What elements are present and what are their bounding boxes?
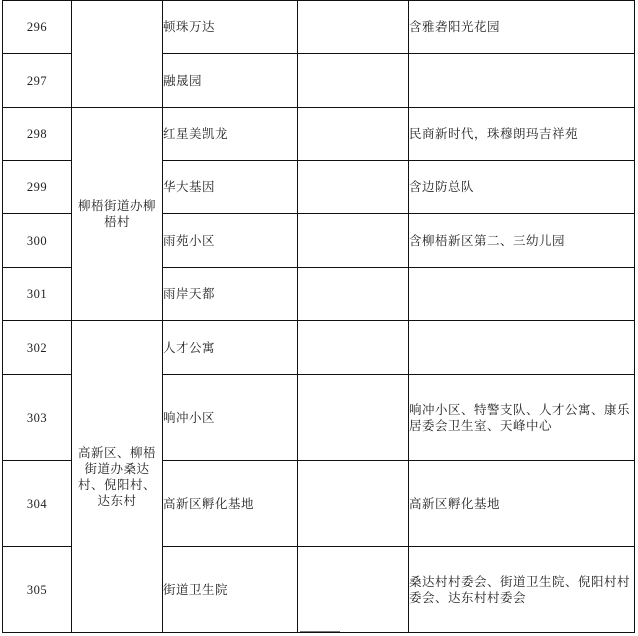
area-cell: 高新区、柳梧街道办桑达村、倪阳村、达东村	[72, 321, 163, 633]
data-table	[2, 0, 635, 633]
site-note	[409, 268, 635, 321]
site-note: 高新区孵化基地	[409, 461, 635, 547]
empty-cell	[298, 321, 409, 375]
site-name: 人才公寓	[163, 321, 298, 375]
page-edge-mark	[300, 631, 340, 635]
area-cell: 柳梧街道办柳梧村	[72, 108, 163, 321]
empty-cell	[298, 161, 409, 214]
site-name: 融晟园	[163, 54, 298, 108]
row-number: 300	[3, 214, 72, 268]
site-name: 雨苑小区	[163, 214, 298, 268]
row-number: 296	[3, 1, 72, 54]
row-number: 304	[3, 461, 72, 547]
site-name: 雨岸天都	[163, 268, 298, 321]
site-note: 民商新时代，珠穆朗玛吉祥苑	[409, 108, 635, 161]
empty-cell	[298, 375, 409, 461]
site-note: 含边防总队	[409, 161, 635, 214]
site-name: 高新区孵化基地	[163, 461, 298, 547]
site-note: 含柳梧新区第二、三幼儿园	[409, 214, 635, 268]
table-row	[3, 108, 635, 161]
empty-cell	[298, 54, 409, 108]
area-cell-continued	[72, 1, 163, 108]
row-number: 303	[3, 375, 72, 461]
site-note: 桑达村村委会、街道卫生院、倪阳村村委会、达东村村委会	[409, 547, 635, 633]
row-number: 305	[3, 547, 72, 633]
site-name: 华大基因	[163, 161, 298, 214]
empty-cell	[298, 547, 409, 633]
site-name: 街道卫生院	[163, 547, 298, 633]
empty-cell	[298, 214, 409, 268]
table-row	[3, 321, 635, 375]
site-name: 响冲小区	[163, 375, 298, 461]
empty-cell	[298, 268, 409, 321]
row-number: 301	[3, 268, 72, 321]
row-number: 302	[3, 321, 72, 375]
site-note	[409, 321, 635, 375]
site-name: 顿珠万达	[163, 1, 298, 54]
row-number: 297	[3, 54, 72, 108]
row-number: 298	[3, 108, 72, 161]
row-number: 299	[3, 161, 72, 214]
empty-cell	[298, 108, 409, 161]
empty-cell	[298, 461, 409, 547]
site-note: 响冲小区、特警支队、人才公寓、康乐居委会卫生室、天峰中心	[409, 375, 635, 461]
table-row	[3, 1, 635, 54]
site-name: 红星美凯龙	[163, 108, 298, 161]
empty-cell	[298, 1, 409, 54]
site-note	[409, 54, 635, 108]
site-note: 含雅砻阳光花园	[409, 1, 635, 54]
